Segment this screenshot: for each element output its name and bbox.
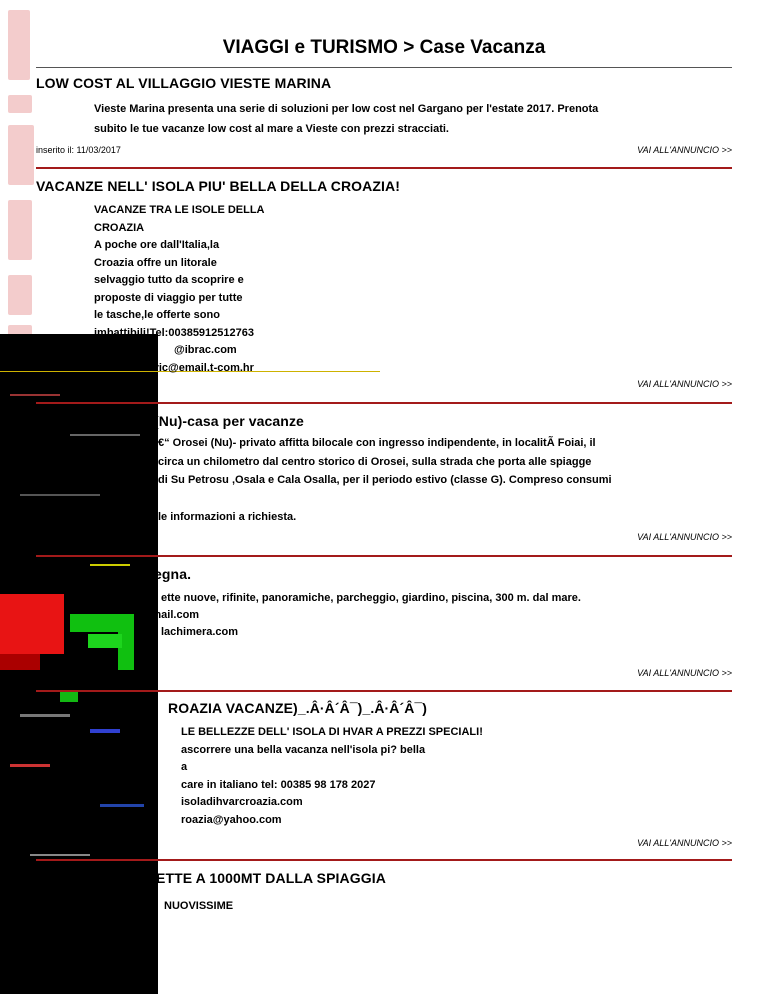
page-title: VIAGGI e TURISMO > Case Vacanza <box>222 37 546 58</box>
ad-text-line: ascorrere una bella vacanza nell'isola pi? bella <box>181 743 426 756</box>
ad-text-line: €“ Orosei (Nu)- privato affitta bilocale con ingresso indipendente, in localitÃ Foiai, il <box>158 437 596 449</box>
ad-divider <box>36 859 732 861</box>
ad-text-line: a <box>181 761 188 773</box>
ad-text-line: A poche ore dall'Italia,la <box>94 239 220 251</box>
ad-link[interactable]: VAI ALL'ANNUNCIO >> <box>637 668 732 678</box>
ad-divider <box>36 402 732 404</box>
ad-link[interactable]: VAI ALL'ANNUNCIO >> <box>637 145 732 155</box>
ad-text-line: otmail.com <box>141 609 200 621</box>
ad-text-line: ette nuove, rifinite, panoramiche, parcheggio, giardino, piscina, 300 m. dal mare. <box>161 592 581 604</box>
ad-text-line: CROAZIA <box>94 221 145 234</box>
ad-text-line: le tasche,le offerte sono <box>94 309 220 321</box>
ad-title[interactable]: LOW COST AL VILLAGGIO VIESTE MARINA <box>36 75 332 91</box>
ad-item <box>36 700 732 848</box>
ad-title[interactable]: ROAZIA VACANZE)_.Â·Â´Â¯)_.Â·Â´Â¯) <box>168 700 428 716</box>
ad-text-line: di Su Petrosu ,Osala e Cala Osalla, per il periodo estivo (classe G). Compreso consumi <box>158 474 612 486</box>
ad-link[interactable]: VAI ALL'ANNUNCIO >> <box>637 838 732 848</box>
ad-text-line: circa un chilometro dal centro storico di Orosei, sulla strada che porta alle spiagge <box>158 455 592 468</box>
ad-item <box>36 75 732 155</box>
ad-text-line: subito le tue vacanze low cost al mare a Vieste con prezzi stracciati. <box>94 123 449 135</box>
ad-item <box>36 870 732 916</box>
ad-title[interactable]: ETTE A 1000MT DALLA SPIAGGIA <box>156 870 386 886</box>
ad-item <box>36 566 732 678</box>
ad-title[interactable]: egna. <box>154 566 192 582</box>
ad-item <box>36 413 732 542</box>
ad-divider <box>36 690 732 692</box>
ad-text-line: imbattibili!Tel:00385912512763 <box>94 326 254 339</box>
ad-text-line: roazia@yahoo.com <box>181 813 282 826</box>
ad-divider <box>36 167 732 169</box>
ad-text-line: Croazia offre un litorale <box>94 256 217 269</box>
title-divider <box>36 67 732 68</box>
ad-link[interactable]: VAI ALL'ANNUNCIO >> <box>637 379 732 389</box>
ad-text-line <box>158 490 732 508</box>
ad-text-line: LE BELLEZZE DELL' ISOLA DI HVAR A PREZZI SPECIALI! <box>181 726 483 738</box>
ad-date: inserito il: 11/03/2017 <box>36 145 121 155</box>
ad-text-line: selvaggio tutto da scoprire e <box>94 274 244 286</box>
ad-text-line: le informazioni a richiesta. <box>158 510 297 523</box>
ad-text-line: VACANZE TRA LE ISOLE DELLA <box>94 204 265 216</box>
ad-title[interactable]: VACANZE NELL' ISOLA PIU' BELLA DELLA CROAZIA! <box>36 178 400 194</box>
ad-item <box>36 178 732 389</box>
ad-link[interactable]: VAI ALL'ANNUNCIO >> <box>637 532 732 542</box>
ad-text-line: isoladihvarcroazia.com <box>181 796 303 808</box>
ad-text-line: care in italiano tel: 00385 98 178 2027 <box>181 778 376 791</box>
ad-text-line: lachimera.com <box>161 626 239 638</box>
ad-text-line: @ibrac.com <box>174 344 237 356</box>
ad-text-line: proposte di viaggio per tutte <box>94 291 243 304</box>
ad-title[interactable]: (Nu)-casa per vacanze <box>154 413 304 429</box>
ad-text-line: NUOVISSIME <box>164 900 234 912</box>
ad-text-line: Vieste Marina presenta una serie di soluzioni per low cost nel Gargano per l'estate 2017. Prenota <box>94 103 599 115</box>
ad-text-line: ovic@email.t-com.hr <box>146 361 254 374</box>
ad-divider <box>36 555 732 557</box>
